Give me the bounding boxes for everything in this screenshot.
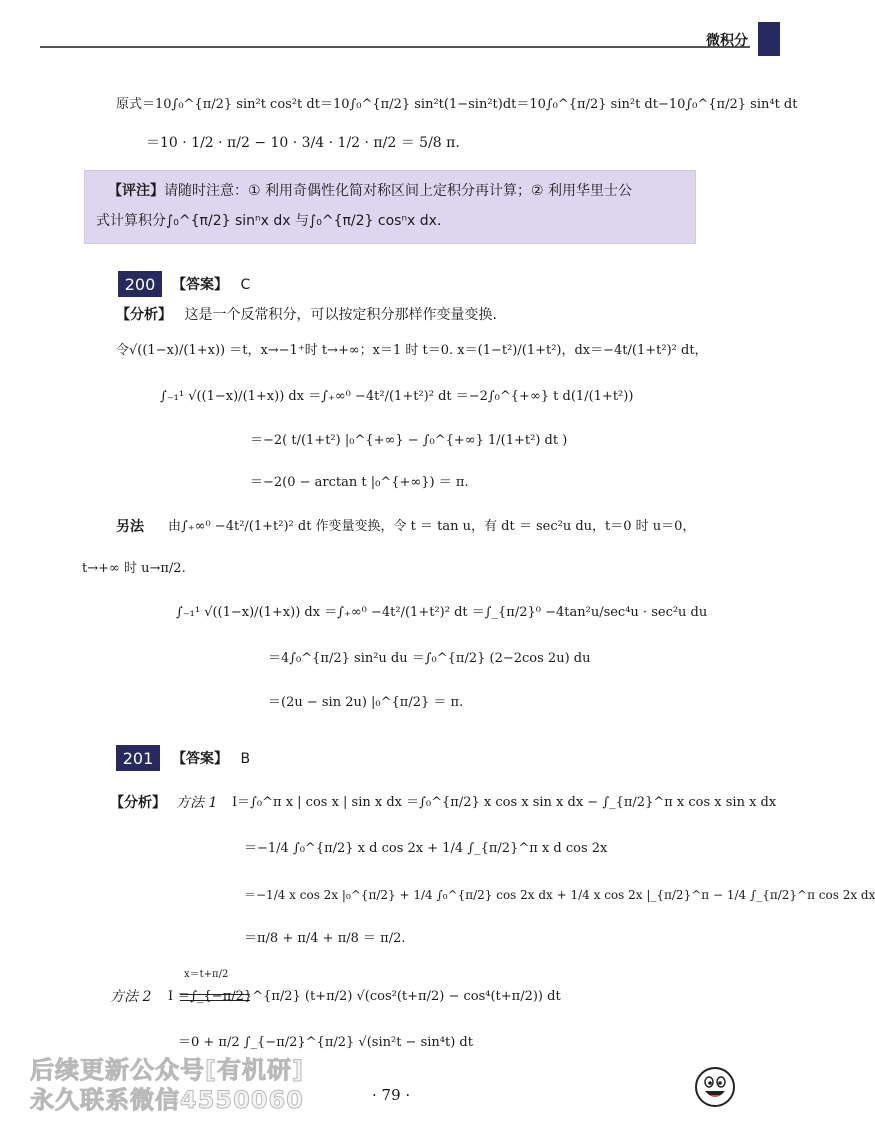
q200-answer-label: 【答案】 xyxy=(172,277,228,293)
q200-answer-row xyxy=(172,276,250,294)
q201-m1-line-2: ＝−1/4 ∫₀^{π/2} x d cos 2x + 1/4 ∫_{π/2}^π x d cos 2x xyxy=(244,841,608,856)
q200-line-3: ＝−2( t/(1+t²) |₀^{+∞} − ∫₀^{+∞} 1/(1+t²) dt ) xyxy=(250,433,568,448)
q201-method1-label: 方法 1 xyxy=(176,795,218,811)
q201-method2-label: 方法 2 xyxy=(110,989,152,1005)
q200-line-4: ＝−2(0 − arctan t |₀^{+∞}) ＝ π. xyxy=(250,475,469,490)
q200-alt-line-4: ＝4∫₀^{π/2} sin²u du ＝∫₀^{π/2} (2−2cos 2u) du xyxy=(268,651,591,666)
q200-analysis-label: 【分析】 xyxy=(116,307,172,323)
q200-alt-line-3: ∫₋₁¹ √((1−x)/(1+x)) dx ＝∫₊∞⁰ −4t²/(1+t²)² dt ＝∫_{π/2}⁰ −4tan²u/sec⁴u · sec²u du xyxy=(176,605,708,620)
top-line-1: 原式＝10∫₀^{π/2} sin²t cos²t dt＝10∫₀^{π/2} sin²t(1−sin²t)dt＝10∫₀^{π/2} sin²t dt−10∫₀^{π/2} sin⁴t dt xyxy=(116,97,798,112)
q201-answer-label: 【答案】 xyxy=(172,751,228,767)
q201-m1-line-1: I＝∫₀^π x | cos x | sin x dx ＝∫₀^{π/2} x cos x sin x dx − ∫_{π/2}^π x cos x sin x dx xyxy=(232,795,777,810)
q201-m2-subst: x＝t+π/2 xyxy=(184,969,229,980)
q200-line-2: ∫₋₁¹ √((1−x)/(1+x)) dx ＝∫₊∞⁰ −4t²/(1+t²)² dt ＝−2∫₀^{+∞} t d(1/(1+t²)) xyxy=(160,389,634,404)
q200-alt-line-2: t→+∞ 时 u→π/2. xyxy=(82,561,186,576)
note-line-1 xyxy=(108,182,632,200)
q201-m2-line-2: ＝0 + π/2 ∫_{−π/2}^{π/2} √(sin²t − sin⁴t) dt xyxy=(178,1035,473,1050)
q200-line-1: 令√((1−x)/(1+x)) ＝t，x→−1⁺时 t→+∞；x＝1 时 t＝0. x＝(1−t²)/(1+t²)，dx＝−4t/(1+t²)² dt， xyxy=(116,343,708,358)
header-tab xyxy=(758,22,780,56)
header-title: 微积分 xyxy=(706,33,748,49)
q201-analysis-label: 【分析】 xyxy=(110,795,166,811)
q200-alt-line-1: 由∫₊∞⁰ −4t²/(1+t²)² dt 作变量变换，令 t ＝ tan u，有 dt ＝ sec²u du，t＝0 时 u＝0， xyxy=(168,519,696,534)
page-number: · 79 · xyxy=(372,1086,411,1104)
q200-answer: C xyxy=(240,277,251,293)
q200-analysis-row xyxy=(116,306,497,324)
q200-alt-label: 另法 xyxy=(116,519,144,535)
q201-answer: B xyxy=(240,751,251,767)
q200-number: 200 xyxy=(118,271,162,297)
note-line-2: 式计算积分∫₀^{π/2} sinⁿx dx 与∫₀^{π/2} cosⁿx dx. xyxy=(96,213,442,229)
q201-number: 201 xyxy=(116,745,160,771)
q201-m2-line-1: I ＝∫_{−π/2}^{π/2} (t+π/2) √(cos²(t+π/2) − cos⁴(t+π/2)) dt xyxy=(168,989,561,1004)
q201-answer-row xyxy=(172,750,250,768)
watermark-line-1: 后续更新公众号[有机研] xyxy=(30,1056,304,1084)
q201-m1-line-3: ＝−1/4 x cos 2x |₀^{π/2} + 1/4 ∫₀^{π/2} cos 2x dx + 1/4 x cos 2x |_{π/2}^π − 1/4 ∫_{π/2}^π cos 2x dx xyxy=(244,888,875,902)
q200-alt-line-5: ＝(2u − sin 2u) |₀^{π/2} ＝ π. xyxy=(268,695,464,710)
smiley-icon xyxy=(693,1065,737,1109)
q201-m1-line-4: ＝π/8 + π/4 + π/8 ＝ π/2. xyxy=(244,931,406,946)
top-line-2: ＝10 · 1/2 · π/2 − 10 · 3/4 · 1/2 · π/2 ＝ 5/8 π. xyxy=(146,135,460,151)
q200-analysis: 这是一个反常积分，可以按定积分那样作变量变换. xyxy=(184,307,497,323)
header-rule xyxy=(40,46,750,48)
note-label: 【评注】 xyxy=(108,183,164,199)
note-text-1: 请随时注意：① 利用奇偶性化简对称区间上定积分再计算；② 利用华里士公 xyxy=(164,183,633,199)
watermark-line-2: 永久联系微信4550060 xyxy=(30,1086,304,1114)
